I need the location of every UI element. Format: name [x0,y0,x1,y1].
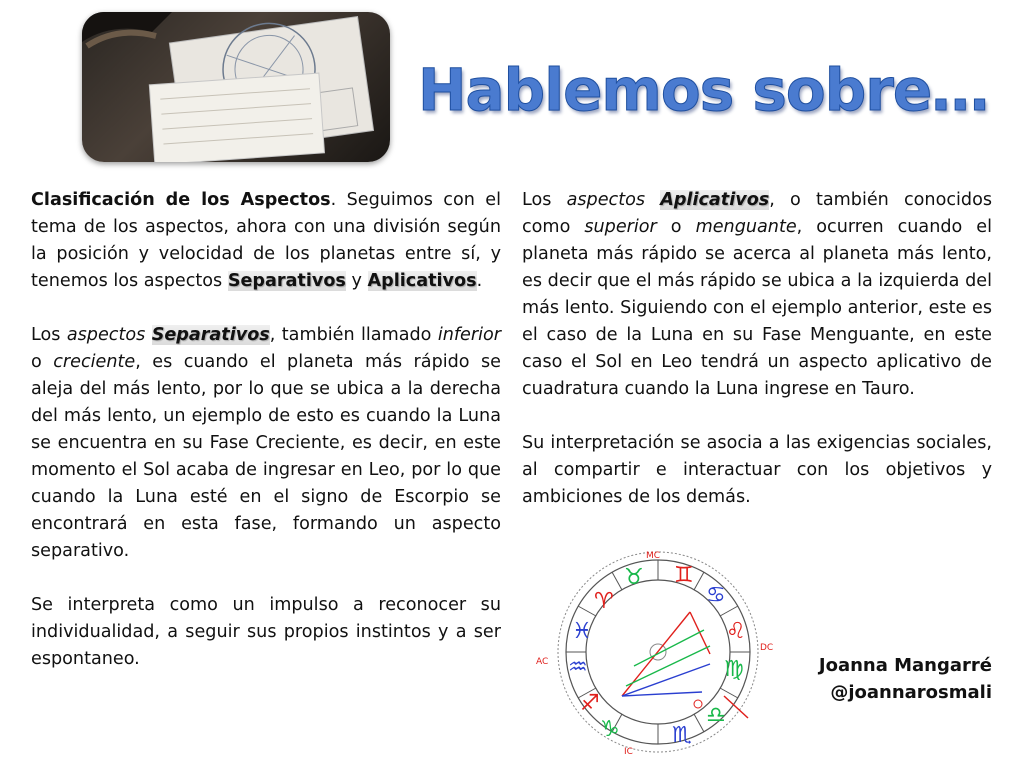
author-credit [819,652,992,706]
sign-glyph: ♊ [674,563,694,588]
dc-label: DC [760,643,774,653]
author-handle: @joannarosmali [830,682,992,703]
astrology-chart-photo [82,12,390,162]
term-aplicativos: Aplicativos [367,271,477,291]
natal-chart-wheel [534,546,784,758]
term-separativos-italic: Separativos [151,325,270,345]
aplicativos-paragraph: Los aspectos Aplicativos, o también conocidos como superior o menguante, ocurren cuando el planeta más rápido se acerca al planeta más lento, es decir que el más rápido se ubica a la izquierda del más lento. Siguiendo con el ejemplo anterior, este es el caso de la Luna en su Fase Menguante, en este caso el Sol en Leo tendrá un aspecto aplicativo de cuadratura cuando la Luna ingrese en Tauro. [522,190,993,399]
ic-label: IC [624,747,633,757]
separativos-interpretation: Se interpreta como un impulso a reconocer su individualidad, a seguir sus propios instintos y a ser espontaneo. [31,595,501,669]
sign-glyph: ♈ [594,589,614,614]
sign-glyph: ♐ [580,691,600,716]
chart-papers-image [82,12,390,162]
section-lead: Clasificación de los Aspectos [31,190,331,210]
sign-glyph: ♓ [572,619,592,644]
sign-glyph: ♑ [600,717,620,742]
author-name: Joanna Mangarré [818,655,992,676]
left-column [31,187,501,700]
sign-glyph: ♏ [672,723,692,748]
sign-glyph: ♋ [706,583,726,608]
sign-glyph: ♍ [724,657,744,682]
sign-glyph: ♌ [726,619,746,644]
ac-label: AC [536,657,549,667]
right-column [522,187,992,538]
sign-glyph: ♒ [568,655,588,680]
sign-glyph: ♎ [706,703,726,728]
term-aplicativos-italic: Aplicativos [660,190,770,210]
term-separativos: Separativos [227,271,346,291]
page-title: Hablemos sobre… [418,56,989,124]
sign-glyph: ♉ [624,565,644,590]
classification-paragraph: Clasificación de los Aspectos. Seguimos con el tema de los aspectos, ahora con una división según la posición y velocidad de los planetas entre sí, y tenemos los aspectos Separativos y Aplicativos. [31,190,501,291]
separativos-paragraph: Los aspectos Separativos, también llamado inferior o creciente, es cuando el planeta más rápido se aleja del más lento, por lo que se ubica a la derecha del más lento, un ejemplo de esto es cuando la Luna se encuentra en su Fase Creciente, es decir, en este momento el Sol acaba de ingresar en Leo, por lo que cuando la Luna esté en el signo de Escorpio se encontrará en esta fase, formando un aspecto separativo. [31,325,502,561]
mc-label: MC [646,551,661,561]
aplicativos-interpretation: Su interpretación se asocia a las exigencias sociales, al compartir e interactuar con los objetivos y ambiciones de los demás. [522,433,992,507]
